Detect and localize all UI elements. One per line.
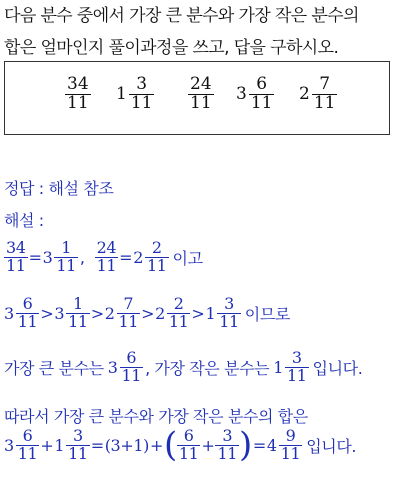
numerator: 34 xyxy=(6,238,26,257)
mixed-number xyxy=(54,428,89,463)
box-fraction-5 xyxy=(299,76,337,113)
numerator: 2 xyxy=(151,238,162,257)
numerator: 3 xyxy=(136,74,148,94)
step-2 xyxy=(4,296,290,331)
denominator: 11 xyxy=(68,443,88,463)
whole-number: 1 xyxy=(116,84,127,105)
denominator: 11 xyxy=(168,311,189,331)
numerator: 2 xyxy=(173,294,184,313)
mixed-number xyxy=(273,350,308,385)
whole-number: 1 xyxy=(54,435,65,455)
whole-number: 3 xyxy=(236,84,247,105)
whole-number: 1 xyxy=(205,303,216,323)
fraction xyxy=(16,428,40,463)
whole-number: 2 xyxy=(299,84,310,105)
question-line-1: 다음 분수 중에서 가장 큰 분수와 가장 작은 분수의 xyxy=(4,6,359,26)
text-segment: 가장 큰 분수는 xyxy=(4,358,104,378)
numerator: 3 xyxy=(222,426,233,445)
box-fraction-2 xyxy=(116,76,154,113)
numerator: 3 xyxy=(291,348,302,367)
whole-number: 3 xyxy=(54,303,65,323)
numerator: 3 xyxy=(73,426,83,445)
numerator: 3 xyxy=(224,294,234,313)
denominator: 11 xyxy=(313,92,336,113)
fraction xyxy=(215,428,239,463)
fraction xyxy=(167,296,191,331)
fraction xyxy=(145,240,169,275)
denominator: 11 xyxy=(219,311,239,331)
fraction xyxy=(117,296,141,331)
fraction xyxy=(217,296,241,331)
box-fraction-1 xyxy=(65,76,91,113)
fraction xyxy=(66,296,90,331)
whole-number: 3 xyxy=(4,435,14,455)
question-line-2: 합은 얼마인지 풀이과정을 쓰고, 답을 구하시오. xyxy=(4,38,339,58)
fraction xyxy=(120,350,144,385)
mixed-number xyxy=(54,296,89,331)
fraction-box xyxy=(4,61,390,135)
whole-number: 2 xyxy=(104,303,115,323)
math-operator: + xyxy=(40,435,54,455)
text-segment: , 가장 작은 분수는 xyxy=(145,358,270,378)
step-4: 따라서 가장 큰 분수와 가장 작은 분수의 합은 xyxy=(4,407,308,426)
fraction xyxy=(16,296,40,331)
mixed-number xyxy=(43,240,78,275)
numerator: 7 xyxy=(123,294,134,313)
mixed-number xyxy=(155,296,190,331)
text-segment: 입니다. xyxy=(306,436,357,456)
text-segment: , xyxy=(79,247,85,267)
numerator: 6 xyxy=(126,348,137,367)
fraction xyxy=(249,76,275,113)
mixed-number xyxy=(4,296,39,331)
numerator: 6 xyxy=(22,426,33,445)
denominator: 11 xyxy=(217,443,238,463)
denominator: 11 xyxy=(146,255,167,275)
fraction xyxy=(177,428,201,463)
math-operator: + xyxy=(201,435,215,455)
math-operator: > xyxy=(90,303,104,323)
text-segment: 이므로 xyxy=(244,304,290,324)
denominator: 11 xyxy=(68,311,88,331)
text-segment: 이고 xyxy=(172,248,203,268)
numerator: 6 xyxy=(256,74,268,94)
numerator: 6 xyxy=(183,426,194,445)
math-operator: = xyxy=(90,435,104,455)
fraction xyxy=(285,350,309,385)
fraction xyxy=(54,240,78,275)
fraction xyxy=(95,240,119,275)
denominator: 11 xyxy=(118,311,139,331)
numerator: 6 xyxy=(22,294,33,313)
denominator: 11 xyxy=(17,443,38,463)
math-operator: + xyxy=(149,435,163,455)
parenthesis: ( xyxy=(164,425,177,466)
fraction xyxy=(65,76,91,113)
numerator: 7 xyxy=(319,74,331,94)
whole-number: 3 xyxy=(107,357,118,377)
denominator: 11 xyxy=(130,92,153,113)
numerator: 24 xyxy=(190,74,212,94)
text-segment: 입니다. xyxy=(312,358,363,378)
numerator: 1 xyxy=(73,294,83,313)
step-5 xyxy=(4,425,357,466)
denominator: 11 xyxy=(190,92,212,113)
numerator: 24 xyxy=(96,238,117,257)
numerator: 9 xyxy=(285,426,296,445)
parenthesis: ) xyxy=(239,425,252,466)
math-operator: = xyxy=(28,247,42,267)
math-operator: > xyxy=(40,303,54,323)
math-operator: > xyxy=(141,303,155,323)
mixed-number xyxy=(133,240,168,275)
numerator: 1 xyxy=(61,238,72,257)
mixed-number xyxy=(105,296,140,331)
denominator: 11 xyxy=(17,311,38,331)
denominator: 11 xyxy=(67,92,89,113)
whole-number: 2 xyxy=(155,303,165,323)
mixed-number xyxy=(205,296,240,331)
numerator: 34 xyxy=(67,74,89,94)
mixed-number xyxy=(108,350,143,385)
step-1 xyxy=(4,240,203,275)
whole-number: 4 xyxy=(266,435,277,455)
text-segment: (3+1) xyxy=(104,435,149,455)
fraction xyxy=(279,428,303,463)
fraction xyxy=(188,76,214,113)
mixed-number xyxy=(4,428,39,463)
explanation-label: 해설 : xyxy=(4,211,44,230)
math-operator: = xyxy=(252,435,266,455)
denominator: 11 xyxy=(178,443,199,463)
denominator: 11 xyxy=(96,255,117,275)
denominator: 11 xyxy=(250,92,273,113)
box-fraction-4 xyxy=(236,76,274,113)
whole-number: 3 xyxy=(42,247,53,267)
denominator: 11 xyxy=(280,443,301,463)
mixed-number xyxy=(267,428,302,463)
whole-number: 1 xyxy=(273,357,283,377)
fraction xyxy=(129,76,155,113)
fraction xyxy=(4,240,28,275)
step-3 xyxy=(4,350,362,385)
box-fraction-3 xyxy=(188,76,214,113)
denominator: 11 xyxy=(286,365,307,385)
math-operator: > xyxy=(191,303,205,323)
denominator: 11 xyxy=(6,255,26,275)
whole-number: 2 xyxy=(133,247,143,267)
denominator: 11 xyxy=(121,365,142,385)
answer-label: 정답 : 해설 참조 xyxy=(4,179,114,198)
math-operator: = xyxy=(119,247,133,267)
fraction xyxy=(312,76,338,113)
whole-number: 3 xyxy=(4,303,14,323)
denominator: 11 xyxy=(56,255,76,275)
fraction xyxy=(66,428,90,463)
